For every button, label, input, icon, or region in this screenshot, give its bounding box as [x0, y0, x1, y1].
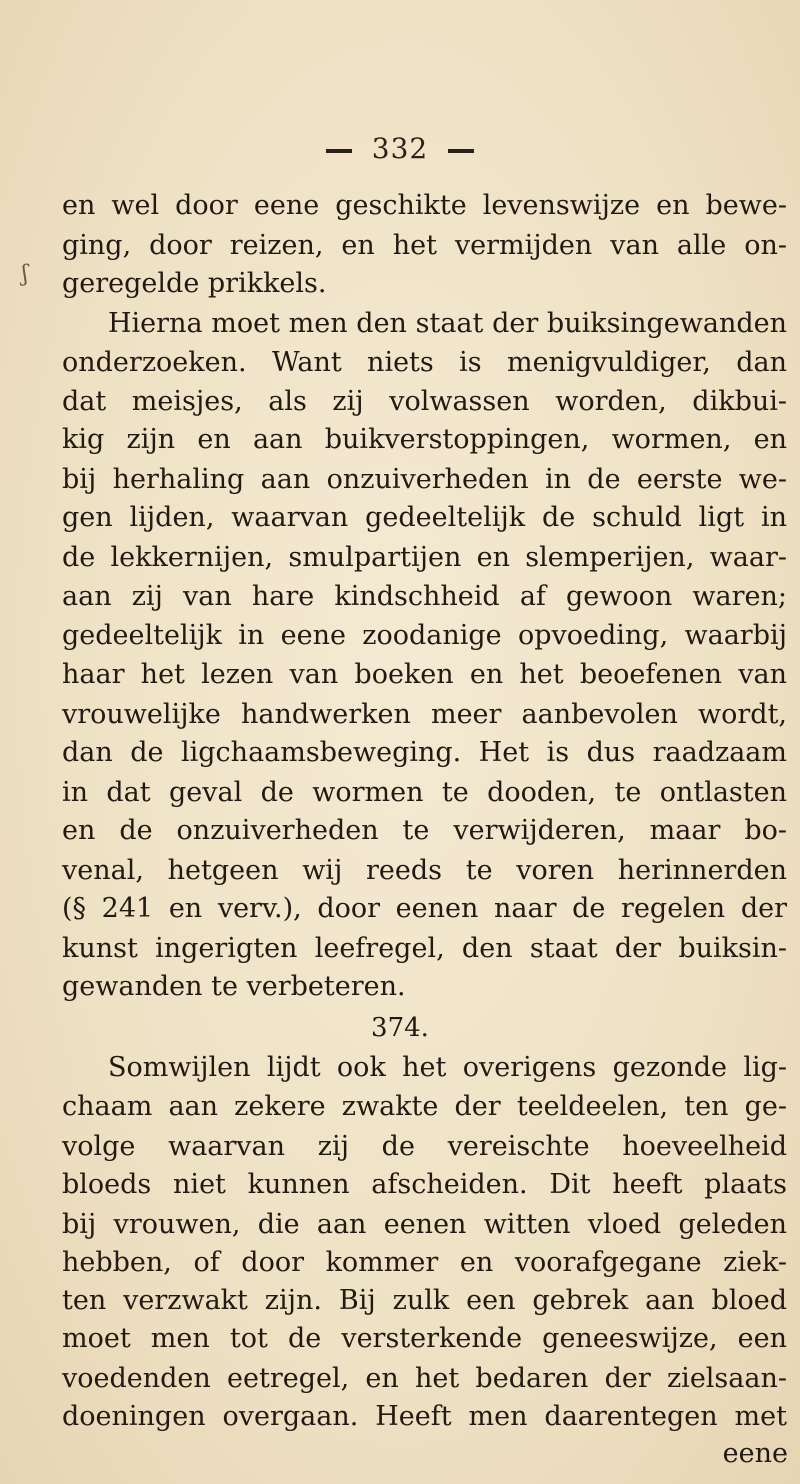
text-line: voedenden eetregel, en het bedaren der zielsaan-: [62, 1363, 787, 1395]
text-line: Hierna moet men den staat der buiksingewanden: [108, 307, 787, 339]
text-line: de lekkernijen, smulpartijen en slemperijen, waar-: [62, 542, 787, 574]
text-line: ging, door reizen, en het vermijden van alle on-: [62, 229, 787, 261]
text-line: gen lijden, waarvan gedeeltelijk de schuld ligt in: [62, 502, 787, 534]
text-line: (§ 241 en verv.), door eenen naar de regelen der: [62, 892, 787, 924]
text-line: Somwijlen lijdt ook het overigens gezonde lig-: [108, 1052, 787, 1084]
text-line: onderzoeken. Want niets is menigvuldiger, dan: [62, 347, 787, 379]
text-line: venal, hetgeen wij reeds te voren herinnerden: [62, 854, 787, 886]
text-line: gewanden te verbeteren.: [62, 971, 406, 1003]
text-line: ten verzwakt zijn. Bij zulk een gebrek aan bloed: [62, 1285, 787, 1317]
section-number: 374.: [371, 1012, 429, 1043]
text-line: bloeds niet kunnen afscheiden. Dit heeft plaats: [62, 1168, 787, 1200]
text-line: vrouwelijke handwerken meer aanbevolen wordt,: [62, 698, 787, 730]
text-line: en wel door eene geschikte levenswijze en bewe-: [62, 190, 787, 221]
text-line: hebben, of door kommer en voorafgegane ziek-: [62, 1246, 787, 1278]
catchword: eene: [722, 1438, 788, 1469]
text-line: kig zijn en aan buikverstoppingen, wormen, en: [62, 424, 787, 456]
text-line: volge waarvan zij de vereischte hoeveelheid: [62, 1130, 787, 1162]
page-header: [0, 132, 800, 165]
margin-mark: ʃ: [22, 262, 28, 287]
text-line: moet men tot de versterkende geneeswijze, een: [62, 1323, 787, 1355]
text-line: dat meisjes, als zij volwassen worden, dikbui-: [62, 386, 787, 418]
text-line: bij herhaling aan onzuiverheden in de eerste we-: [62, 464, 787, 496]
text-line: kunst ingerigten leefregel, den staat der buiksin-: [62, 932, 787, 964]
text-line: in dat geval de wormen te dooden, te ontlasten: [62, 776, 787, 808]
text-line: haar het lezen van boeken en het beoefenen van: [62, 658, 787, 690]
page-number: 332: [371, 132, 429, 165]
text-line: bij vrouwen, die aan eenen witten vloed geleden: [62, 1208, 787, 1240]
text-line: chaam aan zekere zwakte der teeldeelen, ten ge-: [62, 1090, 787, 1122]
header-dash-left: [326, 149, 352, 153]
header-dash-right: [448, 149, 474, 153]
text-line: doeningen overgaan. Heeft men daarentegen met: [62, 1401, 787, 1433]
text-line: geregelde prikkels.: [62, 268, 327, 300]
text-line: gedeeltelijk in eene zoodanige opvoeding, waarbij: [62, 620, 787, 652]
text-line: en de onzuiverheden te verwijderen, maar bo-: [62, 814, 787, 846]
text-line: aan zij van hare kindschheid af gewoon waren;: [62, 580, 787, 612]
text-line: dan de ligchaamsbeweging. Het is dus raadzaam: [62, 736, 787, 768]
